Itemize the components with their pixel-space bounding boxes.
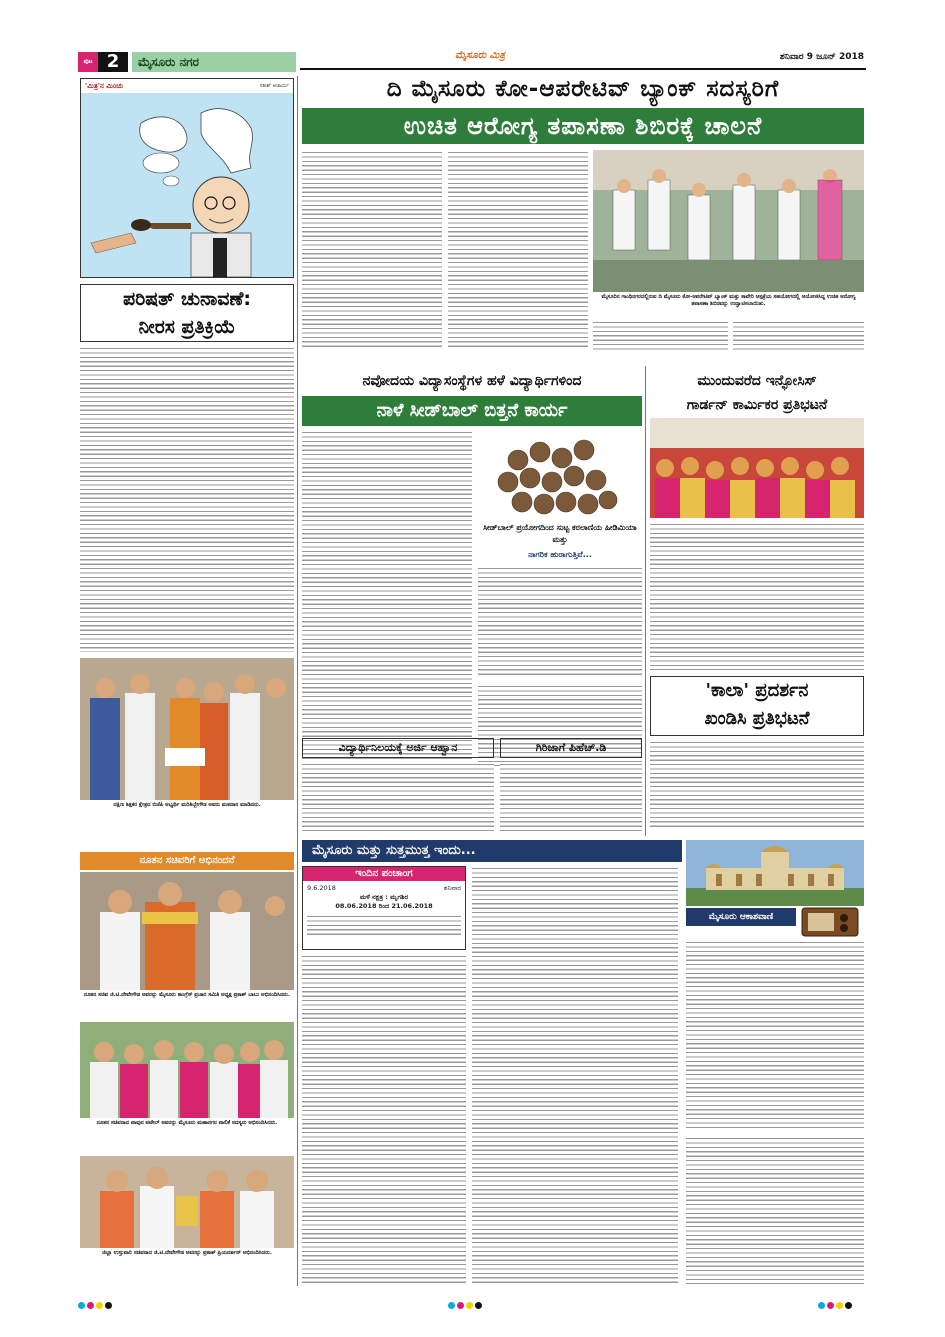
navodaya-col1 — [302, 430, 472, 766]
cartoon-illustration — [81, 93, 293, 277]
panchanga-date: 9.6.2018 — [307, 884, 336, 892]
navodaya-quote-body — [478, 566, 642, 678]
infosys-headline: ಗಾರ್ಡನ್ ಕಾರ್ಮಿಕರ ಪ್ರತಿಭಟನೆ — [686, 397, 828, 413]
lead-story-col3 — [593, 320, 728, 352]
kaala-headline-box — [650, 676, 864, 736]
panchanga-details — [307, 914, 461, 938]
left-photo-caption: ದಕ್ಷಿಣ ಶಿಕ್ಷಕರ ಕ್ಷೇತ್ರದ ಬಿಜೆಪಿ ಅಭ್ಯರ್ಥಿ ಮರಿತಿಬ್ಬೇಗೌಡ ಅವರು ಮತದಾನ ಮಾಡಿದರು. — [113, 802, 261, 808]
seedball-image — [478, 430, 642, 520]
left-headline-line2: ನೀರಸ ಪ್ರತಿಕ್ರಿಯೆ — [138, 316, 236, 338]
radio-icon — [800, 904, 860, 938]
left-photo-figures — [80, 658, 294, 800]
hostel-headline: ವಿದ್ಯಾರ್ಥಿನಿಲಯಕ್ಕೆ ಅರ್ಜಿ ಆಹ್ವಾನ — [338, 741, 458, 754]
lead-photo-figures — [593, 150, 864, 292]
panchanga-box — [302, 866, 466, 950]
radio-title: ಮೈಸೂರು ಆಕಾಶವಾಣಿ — [686, 908, 796, 926]
lead-story-col4 — [733, 320, 864, 352]
lead-headline-line1: ದಿ ಮೈಸೂರು ಕೋ-ಆಪರೇಟಿವ್ ಬ್ಯಾಂಕ್ ಸದಸ್ಯರಿಗೆ — [386, 76, 780, 102]
radio-set-icon — [800, 904, 860, 938]
infosys-body — [650, 522, 864, 670]
infosys-kicker: ಮುಂದುವರೆದ ಇನ್ಫೋಸಿಸ್ — [697, 373, 817, 389]
today-col1 — [302, 954, 466, 1284]
panchanga-range: 08.06.2018 ರಿಂದ 21.06.2018 — [335, 902, 433, 910]
cartoon-label: 'ಮಿತ್ರ'ನ ಮಿಂಚು — [85, 81, 124, 90]
left-headline-line1: ಪರಿಷತ್ ಚುನಾವಣೆ: — [123, 288, 251, 310]
phd-body — [500, 762, 642, 832]
color-marks-center — [448, 1294, 498, 1304]
navodaya-headline: ನಾಳೆ ಸೀಡ್‌ಬಾಲ್ ಬಿತ್ತನೆ ಕಾರ್ಯ — [302, 396, 642, 426]
today-col2 — [472, 866, 678, 1284]
minister-photo2-figures — [80, 1022, 294, 1118]
page-label-box — [78, 52, 98, 72]
minister-caption1: ನೂತನ ಸಚಿವ ಜಿ.ಟಿ.ದೇವೇಗೌಡ ಅವರನ್ನು ಮೈಸೂರು ಕಾಂಗ್ರೆಸ್ ಪ್ರಚಾರ ಸಮಿತಿ ಅಧ್ಯಕ್ಷ ಪ್ರಕಾಶ್ ಬಾಬು ಅಭಿನಂದಿಸಿದರು. — [83, 992, 291, 998]
today-section-title: ಮೈಸೂರು ಮತ್ತು ಸುತ್ತಮುತ್ತ ಇಂದು... — [302, 840, 682, 862]
minister-photo2 — [80, 1022, 294, 1118]
phd-headline: ಗಿರಿಜಾಗೆ ಪಿಹೆಚ್.ಡಿ — [535, 741, 607, 754]
kaala-headline-line2: ಖಂಡಿಸಿ ಪ್ರತಿಭಟನೆ — [704, 708, 810, 729]
left-story-photo — [80, 658, 294, 800]
phd-headline-box — [500, 738, 642, 758]
minister-caption3: ಜಿಲ್ಲಾ ಉಸ್ತುವಾರಿ ಸಚಿವರಾದ ಜಿ.ಟಿ.ದೇವೇಗೌಡ ಅವರನ್ನು ಪ್ರಕಾಶ್ ಪ್ರಿಯದರ್ಶನ್ ಅಭಿನಂದಿಸಿದರು. — [102, 1250, 272, 1256]
palace-illustration — [686, 840, 864, 906]
column-divider — [297, 76, 298, 1286]
pullquote-head: ಸೀಡ್‌ಬಾಲ್ ಪ್ರಯೋಗದಿಂದ ಸುಟ್ಟ ಕರಲಾಣಿಯ ಹೀಡಿಮಿಯಾ ಮತ್ತು — [483, 523, 637, 544]
color-marks-left — [78, 1294, 128, 1304]
left-headline-box — [80, 284, 294, 342]
infosys-crowd — [650, 418, 864, 518]
seedball-balls — [478, 430, 642, 520]
minister-photo3 — [80, 1156, 294, 1248]
pullquote-sub: ನಾಗರಿಕ ಹುರಾಗುತ್ತಿವೆ... — [528, 550, 592, 559]
color-marks-right — [818, 1294, 868, 1304]
minister-caption2: ನೂತನ ಸಚಿವರಾದ ಪಾವುನ ಪಟೇಲ್ ಅವರನ್ನು ಮೈಸೂರು ಮಹಾನಗರ ಪಾಲಿಕೆ ಸದಸ್ಯರು ಅಭಿನಂದಿಸಿದರು. — [96, 1120, 278, 1126]
date-line: ಶನಿವಾರ 9 ಜೂನ್ 2018 — [779, 52, 864, 62]
minister-photo1-figures — [80, 872, 294, 990]
page-label: ಪುಟ — [83, 58, 93, 65]
today-col3 — [686, 1136, 864, 1284]
page-number: 2 — [98, 52, 128, 72]
lead-photo-caption: ಮೈಸೂರಿನ ಗಾಂಧಿನಗರದಲ್ಲಿರುವ ದಿ ಮೈಸೂರು ಕೋ-ಆಪರೇಟಿವ್ ಬ್ಯಾಂಕ್ ಮತ್ತು ಕಾವೇರಿ ಆಸ್ಪತ್ರೆಯ ಸಹಯೋಗದಲ್ಲಿ ಆಯೋಜಿಸಿದ್ದ ಉಚಿತ ಆರೋಗ್ಯ ತಪಾಸಣಾ ಶಿಬಿರವನ್ನು ಉದ್ಘಾಟಿಸಲಾಯಿತು. — [601, 294, 856, 307]
cartoon-box — [80, 78, 294, 278]
lead-headline-line2: ಉಚಿತ ಆರೋಗ್ಯ ತಪಾಸಣಾ ಶಿಬಿರಕ್ಕೆ ಚಾಲನೆ — [302, 108, 864, 144]
panchanga-title: ಇಂದಿನ ಪಂಚಾಂಗ — [303, 867, 465, 881]
palace-photo — [686, 840, 864, 906]
minister-photo3-figures — [80, 1156, 294, 1248]
kaala-body — [650, 740, 864, 830]
cartoon-artist: ಸತೀಶ್ ಆಚಾರ್ಯ — [259, 83, 289, 89]
lead-story-col1 — [302, 150, 442, 350]
infosys-photo — [650, 418, 864, 518]
minister-photo1 — [80, 872, 294, 990]
lead-story-photo — [593, 150, 864, 292]
hostel-body — [302, 762, 494, 832]
section-title: ಮೈಸೂರು ನಗರ — [132, 52, 296, 72]
kaala-headline-line1: 'ಕಾಲಾ' ಪ್ರದರ್ಶನ — [705, 680, 809, 701]
panchanga-star: ಮಳೆ ನಕ್ಷತ್ರ : ಮೃಗಶಿರ — [359, 893, 409, 901]
masthead-rule — [300, 68, 866, 70]
minister-section-title: ನೂತನ ಸಚಿವರಿಗೆ ಅಭಿನಂದನೆ — [80, 852, 294, 870]
lead-story-col2 — [448, 150, 588, 350]
column-divider-right — [645, 366, 646, 836]
navodaya-kicker: ನವೋದಯ ವಿದ್ಯಾಸಂಸ್ಥೆಗಳ ಹಳೆ ವಿದ್ಯಾರ್ಥಿಗಳಿಂದ — [362, 373, 582, 389]
radio-schedule — [686, 940, 864, 1130]
left-story-body — [80, 346, 294, 652]
panchanga-day: ಶನಿವಾರ — [443, 884, 461, 892]
hostel-headline-box — [302, 738, 494, 758]
paper-name: ಮೈಸೂರು ಮಿತ್ರ — [455, 50, 505, 61]
